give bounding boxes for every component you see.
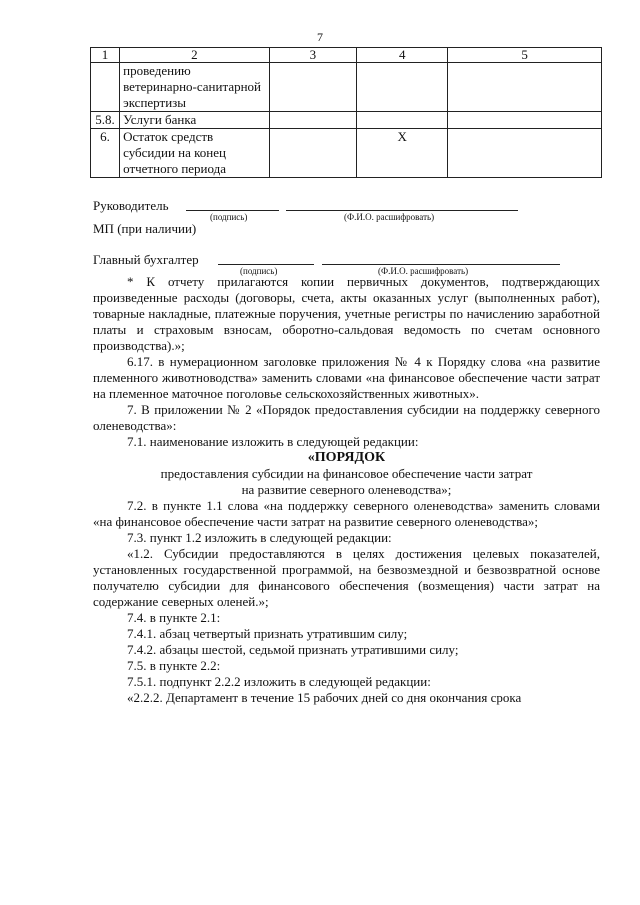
acc-name-hint: (Ф.И.О. расшифровать) [378,266,469,276]
row-cell [357,63,448,112]
stamp-label: МП (при наличии) [93,221,197,236]
paragraph-6-17: 6.17. в нумерационном заголовке приложения № 4 к Порядку слова «на развитие племенного животноводства» заменить словами «на финансовое обеспечение части затрат на племенное маточное поголовье сельскохозяйственных животных». [93,354,600,401]
row-number: 5.8. [91,112,120,129]
footnote-paragraph: * К отчету прилагаются копии первичных документов, подтверждающих произведенные расходы (договоры, счета, акты оказанных услуг (выполненных работ), товарные накладные, платежные поручения, учетные регистры по начислению заработной платы и страховым взносам, оборотно-сальдовая ведомость по счетам основного производства).»; [93,274,600,353]
acc-name-line [322,264,560,265]
row-name: проведению ветеринарно-санитарной экспертизы [120,63,270,112]
section-title: «ПОРЯДОК [307,450,386,465]
row-cell [357,112,448,129]
paragraph-7-5-1: 7.5.1. подпункт 2.2.2 изложить в следующей редакции: [127,674,431,689]
head-sign-line [186,210,279,211]
row-name: Остаток средств субсидии на конец отчетного периода [120,129,270,178]
table-row [91,63,602,112]
table-row [91,112,602,129]
head-name-hint: (Ф.И.О. расшифровать) [344,212,435,222]
paragraph-7-4: 7.4. в пункте 2.1: [127,610,221,625]
row-cell [269,63,356,112]
head-sign-hint: (подпись) [210,212,248,222]
acc-sign-hint: (подпись) [240,266,278,276]
column-header: 4 [357,48,448,63]
document-body [93,274,600,706]
page-number: 7 [317,30,323,44]
column-header: 2 [120,48,270,63]
row-cell [269,112,356,129]
paragraph-7-3: 7.3. пункт 1.2 изложить в следующей редакции: [127,530,392,545]
accountant-label: Главный бухгалтер [93,252,199,267]
column-header: 5 [448,48,602,63]
head-name-line [286,210,518,211]
row-number [91,63,120,112]
paragraph-7-4-2: 7.4.2. абзацы шестой, седьмой признать утратившими силу; [127,642,459,657]
section-subtitle-1: предоставления субсидии на финансовое обеспечение части затрат [160,466,533,481]
column-header: 1 [91,48,120,63]
row-cell [448,63,602,112]
row-cell [448,129,602,178]
paragraph-7-1: 7.1. наименование изложить в следующей редакции: [127,434,419,449]
report-table [90,47,602,178]
paragraph-7-4-1: 7.4.1. абзац четвертый признать утратившим силу; [127,626,408,641]
paragraph-7-2: 7.2. в пункте 1.1 слова «на поддержку северного оленеводства» заменить словами «на финансовое обеспечение части затрат на развитие северного оленеводства»; [93,498,600,529]
table-header-row [91,48,602,63]
table-row [91,129,602,178]
section-subtitle-2: на развитие северного оленеводства»; [241,482,452,497]
paragraph-7: 7. В приложении № 2 «Порядок предоставления субсидии на поддержку северного оленеводства»: [93,402,600,433]
paragraph-7-5: 7.5. в пункте 2.2: [127,658,221,673]
row-number: 6. [91,129,120,178]
column-header: 3 [269,48,356,63]
acc-sign-line [218,264,314,265]
paragraph-1-2-quote: «1.2. Субсидии предоставляются в целях достижения целевых показателей, установленных государственной программой, на безвозмездной и безвозвратной основе получателю субсидии для финансового обеспечения (возмещения) части затрат на содержание северных оленей.»; [93,546,600,609]
row-cell [269,129,356,178]
row-name: Услуги банка [120,112,270,129]
row-cell: X [357,129,448,178]
head-label: Руководитель [93,198,169,213]
paragraph-2-2-2-quote: «2.2.2. Департамент в течение 15 рабочих дней со дня окончания срока [127,690,522,705]
row-cell [448,112,602,129]
